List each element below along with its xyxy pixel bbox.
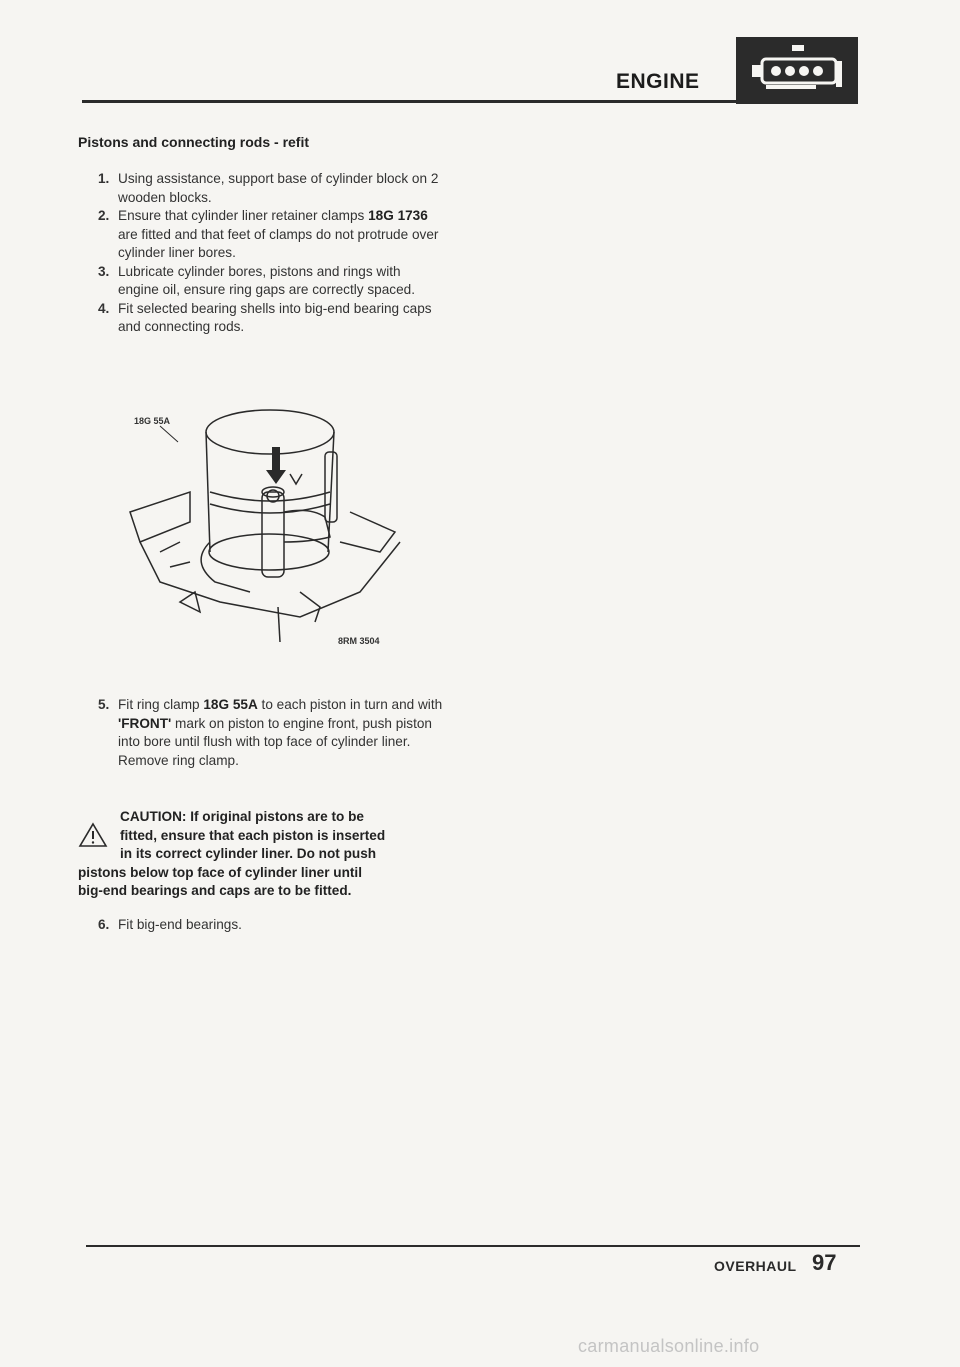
caution-line-2: fitted, ensure that each piston is inserted: [120, 827, 386, 843]
step-6: [84, 916, 444, 935]
caution-line-4: pistons below top face of cylinder liner until: [78, 864, 362, 880]
step-5: [84, 696, 444, 770]
caution-line-3: in its correct cylinder liner. Do not push: [120, 846, 377, 861]
tool-label: 18G 55A: [134, 416, 171, 426]
figure-reference: 8RM 3504: [338, 636, 380, 646]
step-text: Ensure that cylinder liner retainer clamps: [118, 208, 369, 223]
step-number: 3.: [98, 263, 110, 279]
step-2: [84, 207, 444, 263]
step-text: are fitted and that feet of clamps do not protrude over cylinder liner bores.: [118, 226, 439, 260]
header-rule: [82, 100, 736, 103]
step-text: Fit selected bearing shells into big-end bearing caps and connecting rods.: [118, 300, 432, 334]
step-text: Lubricate cylinder bores, pistons and rings with engine oil, ensure ring gaps are correctly spaced.: [118, 263, 415, 297]
tool-code: 18G 55A: [203, 697, 258, 712]
engine-icon: [736, 37, 858, 104]
page-number: 97: [812, 1250, 837, 1275]
step-number: 4.: [98, 300, 110, 316]
step-number: 1.: [98, 171, 110, 186]
caution-note: [78, 808, 438, 901]
step-text-remove: Remove ring clamp.: [118, 752, 239, 768]
steps-list-a: [84, 170, 444, 337]
ring-clamp-illustration: [120, 392, 430, 652]
step-number: 6.: [98, 917, 110, 932]
step-text: to each piston in turn and with: [257, 697, 443, 712]
section-title: Pistons and connecting rods - refit: [78, 134, 310, 150]
step-text: Fit big-end bearings.: [118, 917, 242, 932]
step-1: [84, 170, 444, 207]
watermark: carmanualsonline.info: [578, 1336, 760, 1356]
footer-rule: [86, 1245, 860, 1247]
step-text: mark on piston to engine front, push piston into bore until flush with top face of cylinder liner.: [118, 715, 432, 749]
steps-list-c: [84, 916, 444, 935]
step-text: Fit ring clamp: [118, 697, 204, 712]
tool-code: 18G 1736: [368, 208, 428, 223]
caution-line-5: big-end bearings and caps are to be fitted.: [78, 883, 352, 898]
caution-line-1: CAUTION: If original pistons are to be: [120, 809, 364, 824]
step-4: [84, 300, 444, 337]
footer-section-name: OVERHAUL: [714, 1258, 797, 1274]
steps-list-b: [84, 696, 444, 770]
step-number: 2.: [98, 208, 110, 223]
step-number: 5.: [98, 697, 110, 712]
page-header-title: ENGINE: [616, 70, 700, 93]
warning-triangle-icon: [78, 822, 108, 848]
ring-clamp-drawing: [120, 392, 430, 652]
step-text: Using assistance, support base of cylinder block on 2 wooden blocks.: [118, 171, 439, 205]
step-3: [84, 263, 444, 300]
front-mark: 'FRONT': [118, 715, 172, 731]
